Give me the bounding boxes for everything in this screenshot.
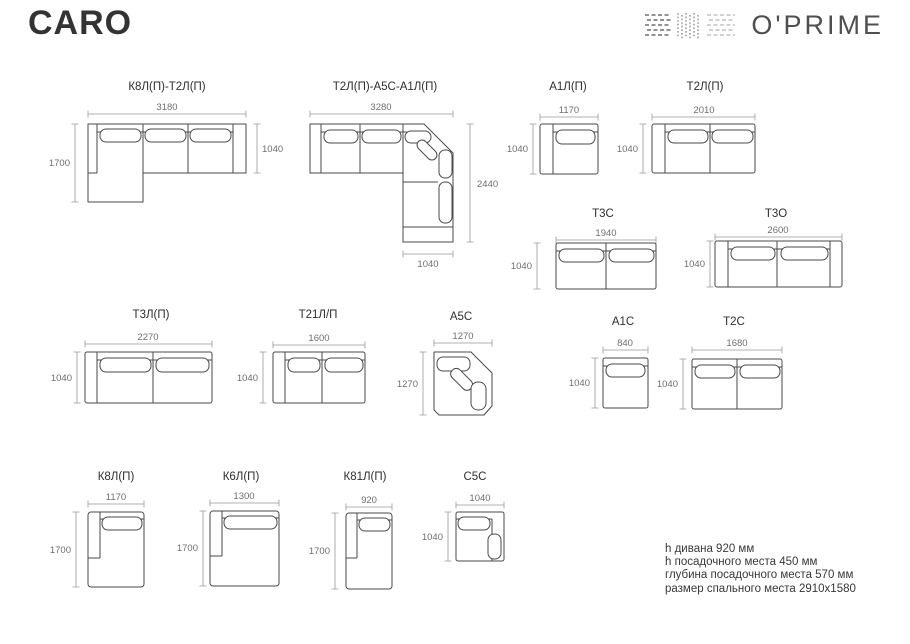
dimension-label: 1700 [176,543,198,554]
spec-sleeping-size: размер спального места 2910x1580 [665,582,856,595]
dimension-label: 1600 [308,333,330,344]
dimension-label: 1040 [236,373,258,384]
seat-cushion [145,129,186,142]
diagram-a1c [569,316,648,408]
dimension-label: 1940 [595,228,617,239]
diagram-t2lp [617,81,755,173]
dimension-line [467,124,474,242]
dimension-label: 1040 [506,144,528,155]
seat-cushion [362,130,401,143]
dimension-line [72,124,79,202]
module-title: Т2С [723,316,745,328]
dimension-line [530,124,537,174]
seat-cushion [100,129,141,142]
dimension-label: 1040 [616,144,638,155]
dimension-label: 1680 [726,338,748,349]
dimension-line [592,358,599,408]
diagram-k6lp [177,471,279,586]
dimension-line [260,352,267,403]
seat-cushion [668,130,708,143]
dimension-label: 1040 [510,261,532,272]
dimension-label: 2270 [137,332,159,343]
seat-cushion [359,518,390,531]
dimension-line [332,513,339,589]
dimension-line [403,251,453,258]
diagram-t2c [657,316,782,409]
module-title: А1С [611,316,635,328]
module-title: Т2Л(П)-А5С-А1Л(П) [332,81,438,93]
diagram-k81lp [309,471,392,589]
dimension-line [420,352,427,415]
seat-cushion [102,517,142,530]
seat-cushion [458,517,490,530]
diagram-t3lp [51,309,212,403]
seat-cushion [609,249,654,262]
dimension-label: 1300 [233,491,255,502]
seat-cushion [100,358,151,372]
dimension-label: 3180 [156,102,178,113]
dimension-label: 1040 [568,378,590,389]
dimension-label: 840 [617,338,633,349]
seat-cushion [606,364,645,377]
dimension-label: 1040 [421,532,443,543]
dimension-label: 3280 [370,102,392,113]
diagram-a5c [397,311,492,415]
diagram-t3c [511,208,656,289]
dimension-label: 1040 [417,259,439,270]
dimension-label: 2440 [477,179,499,190]
module-title: А1Л(П) [549,81,587,93]
specs-block [665,543,856,596]
dimension-label: 1700 [48,158,70,169]
diagram-t3o [684,208,842,287]
dimension-label: 2010 [693,105,715,116]
seat-cushion [325,358,363,372]
module-title: А5С [449,311,473,323]
diagram-t21lp [237,309,365,403]
seat-cushion [471,382,486,410]
spec-seat-depth: глубина посадочного места 570 мм [665,569,854,582]
dimension-label: 1700 [308,546,330,557]
seat-cushion [731,247,775,260]
dimension-label: 1040 [50,373,72,384]
module-title: Т2Л(П) [686,81,724,93]
module-title: К6Л(П) [222,471,260,483]
module-title: К81Л(П) [343,471,387,483]
module-title: Т3Л(П) [132,309,170,321]
module-title: К8Л(П)-Т2Л(П) [128,81,206,93]
seat-cushion [288,358,320,372]
seat-cushion [559,249,604,262]
dimension-line [534,243,541,289]
dimension-label: 1040 [683,259,705,270]
module-title: Т3С [592,208,614,220]
seat-cushion [740,365,780,378]
module-title: К8Л(П) [97,471,135,483]
dimension-label: 1700 [49,545,71,556]
diagram-c5c [422,471,504,561]
dimension-label: 1170 [105,492,127,503]
diagram-a1lp [507,81,598,174]
seat-cushion [556,130,595,144]
dimension-label: 920 [361,495,377,506]
brand-name: O'PRIME [751,10,884,40]
dimension-label: 1040 [262,144,284,155]
seat-cushion [439,150,452,178]
dimension-line [74,352,81,403]
seat-cushion [324,130,358,143]
seat-cushion [224,516,277,529]
page-title: CARO [28,4,133,42]
diagram-t2lp-a5c-a1lp [310,81,498,270]
seat-cushion [488,534,501,559]
seat-cushion [695,365,735,378]
seat-cushion [712,130,753,143]
seat-cushion [781,247,828,260]
dimension-label: 1170 [558,105,580,116]
module-title: С5С [463,471,487,483]
dimension-line [707,241,714,287]
dimension-line [73,512,80,587]
diagram-k8lp-t2lp [49,81,283,202]
spec-sofa-height: h дивана 920 мм [665,543,755,555]
dimension-line [254,124,261,173]
seat-cushion [405,131,431,143]
dimension-line [445,512,452,561]
dimension-line [640,124,647,173]
seat-cushion [190,129,231,142]
dimension-label: 1040 [469,493,491,504]
spec-seat-height: h посадочного места 450 мм [665,556,818,569]
dimension-label: 1270 [396,379,418,390]
dimension-label: 2600 [767,225,789,236]
dimension-line [200,511,207,586]
seat-cushion [439,182,452,223]
module-title: Т3О [764,208,788,220]
dimension-label: 1270 [452,331,474,342]
dimension-line [680,359,687,409]
module-title: Т21Л/П [298,309,338,321]
diagram-k8lp [50,471,144,587]
seat-cushion [156,358,209,372]
dimension-label: 1040 [656,379,678,390]
